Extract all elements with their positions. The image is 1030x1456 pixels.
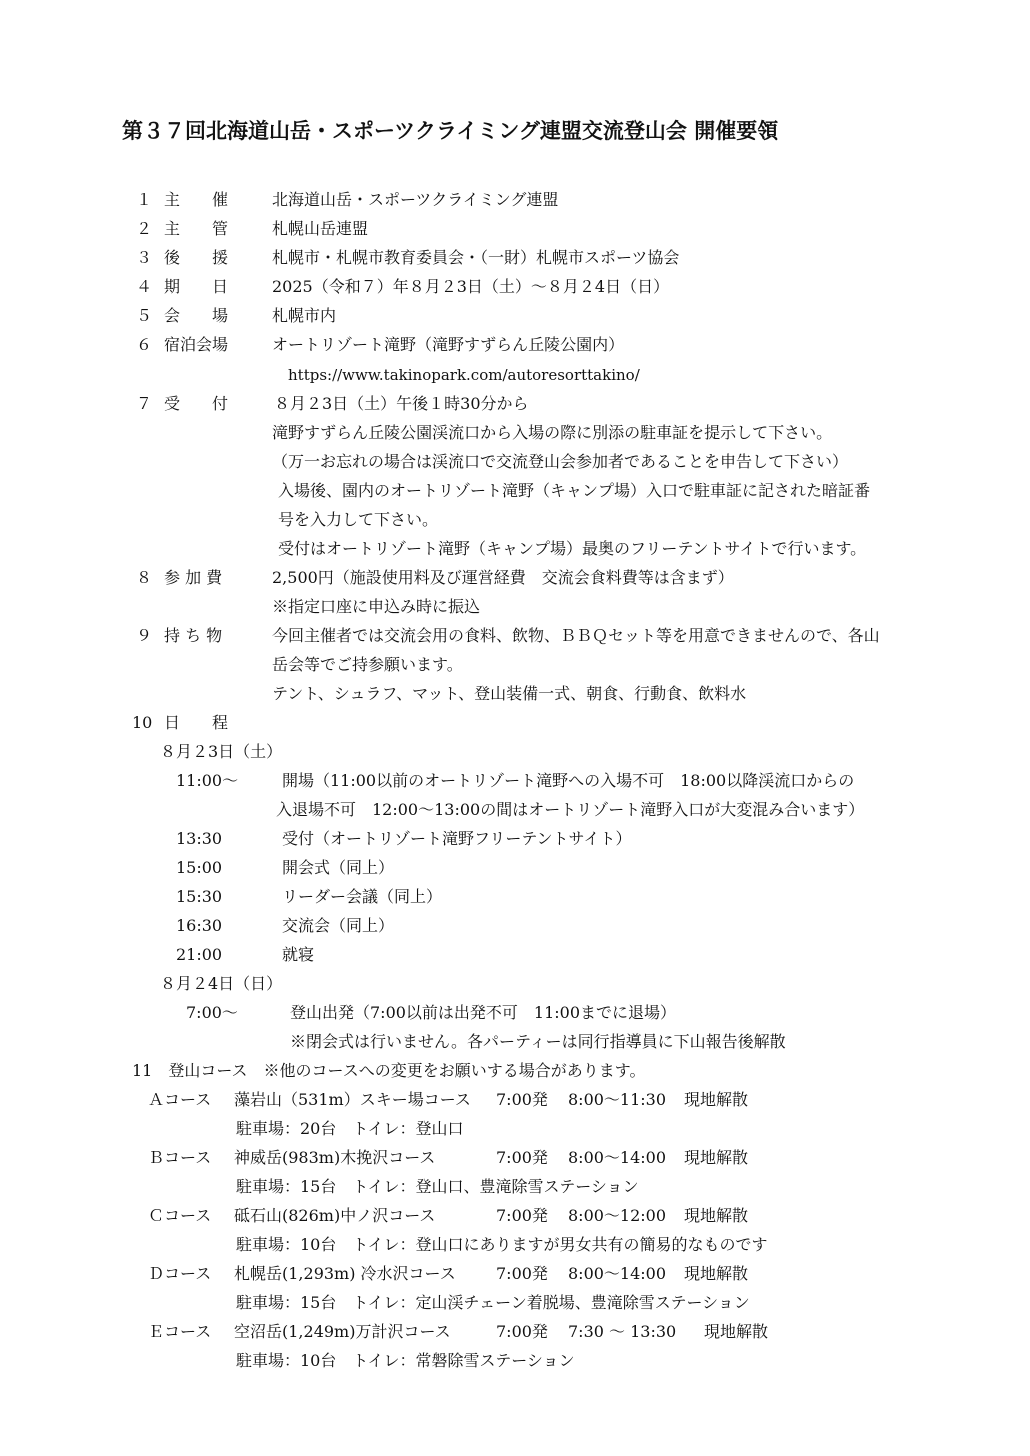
item-line: （万一お忘れの場合は渓流口で交流登山会参加者であることを申告して下さい） <box>272 452 849 471</box>
course-name: 砥石山(826m)中ノ沢コース <box>234 1206 436 1225</box>
course-note: 駐車場：20台 トイレ：登山口 <box>236 1119 464 1138</box>
schedule-time: 15:00 <box>176 858 223 877</box>
course-end: 現地解散 <box>684 1206 749 1225</box>
item-line: 岳会等でご持参願います。 <box>272 655 463 674</box>
course-end: 現地解散 <box>704 1322 769 1341</box>
course-depart: 7:00発 <box>496 1264 548 1283</box>
item-number: ３ <box>136 248 153 267</box>
course-time: 8:00～11:30 <box>568 1090 667 1109</box>
course-end: 現地解散 <box>684 1090 749 1109</box>
course-time: 7:30 ～ 13:30 <box>568 1322 677 1341</box>
course-label: Ｃコース <box>148 1206 212 1225</box>
item-number: １ <box>136 190 153 209</box>
courses-heading: 11 登山コース ※他のコースへの変更をお願いする場合があります。 <box>132 1061 646 1080</box>
item-text: 札幌山岳連盟 <box>272 219 369 238</box>
item-line: テント、シュラフ、マット、登山装備一式、朝食、行動食、飲料水 <box>272 684 747 703</box>
item-text: オートリゾート滝野（滝野すずらん丘陵公園内） <box>272 335 625 354</box>
schedule-time: 7:00～ <box>186 1003 238 1022</box>
course-label: Ｅコース <box>148 1322 212 1341</box>
schedule-event: 受付（オートリゾート滝野フリーテントサイト） <box>282 829 632 848</box>
course-time: 8:00～14:00 <box>568 1148 667 1167</box>
course-name: 空沼岳(1,249m)万計沢コース <box>234 1322 451 1341</box>
item-label: 参 加 費 <box>164 568 223 587</box>
schedule-event: 登山出発（7:00以前は出発不可 11:00までに退場） <box>290 1003 677 1022</box>
item-label: 宿泊会場 <box>164 335 229 354</box>
course-note: 駐車場：10台 トイレ：登山口にありますが男女共有の簡易的なものです <box>236 1235 768 1254</box>
course-time: 8:00～14:00 <box>568 1264 667 1283</box>
item-label: 後 援 <box>164 248 229 267</box>
course-name: 神威岳(983m)木挽沢コース <box>234 1148 436 1167</box>
item-label: 受 付 <box>164 394 229 413</box>
course-depart: 7:00発 <box>496 1090 548 1109</box>
schedule-time: 15:30 <box>176 887 223 906</box>
item-label: 期 日 <box>164 277 229 296</box>
schedule-time: 11:00～ <box>176 771 239 790</box>
document-title: 第３７回北海道山岳・スポーツクライミング連盟交流登山会 開催要領 <box>122 119 779 143</box>
schedule-event: 開会式（同上） <box>282 858 395 877</box>
item-text: 北海道山岳・スポーツクライミング連盟 <box>272 190 559 209</box>
item-number: ４ <box>136 277 153 296</box>
item-label: 日 程 <box>164 713 229 732</box>
item-line: 受付はオートリゾート滝野（キャンプ場）最奥のフリーテントサイトで行います。 <box>278 539 867 558</box>
course-label: Ａコース <box>148 1090 212 1109</box>
item-label: 持 ち 物 <box>164 626 223 645</box>
item-number: ６ <box>136 335 153 354</box>
item-line: 号を入力して下さい。 <box>278 510 439 529</box>
schedule-event: ※閉会式は行いません。各パーティーは同行指導員に下山報告後解散 <box>290 1032 786 1051</box>
course-depart: 7:00発 <box>496 1206 548 1225</box>
item-number: ５ <box>136 306 153 325</box>
item-line: 滝野すずらん丘陵公園渓流口から入場の際に別添の駐車証を提示して下さい。 <box>272 423 833 442</box>
venue-url[interactable]: https://www.takinopark.com/autoresorttakino/ <box>288 366 640 384</box>
item-text: 2025（令和７）年８月２3日（土）～８月２4日（日） <box>272 277 670 296</box>
schedule-time: 21:00 <box>176 945 223 964</box>
course-label: Ｂコース <box>148 1148 212 1167</box>
schedule-event: 開場（11:00以前のオートリゾート滝野への入場不可 18:00以降渓流口からの <box>282 771 855 790</box>
course-name: 札幌岳(1,293m) 冷水沢コース <box>234 1264 456 1283</box>
item-text: 札幌市内 <box>272 306 337 325</box>
item-label: 主 催 <box>164 190 229 209</box>
course-end: 現地解散 <box>684 1264 749 1283</box>
course-depart: 7:00発 <box>496 1322 548 1341</box>
item-text: 札幌市・札幌市教育委員会・（一財）札幌市スポーツ協会 <box>272 248 680 267</box>
course-label: Ｄコース <box>148 1264 212 1283</box>
course-depart: 7:00発 <box>496 1148 548 1167</box>
schedule-event: 入退場不可 12:00～13:00の間はオートリゾート滝野入口が大変混み合います） <box>276 800 865 819</box>
item-label: 主 管 <box>164 219 229 238</box>
schedule-event: リーダー会議（同上） <box>282 887 443 906</box>
schedule-event: 交流会（同上） <box>282 916 395 935</box>
schedule-date: ８月２4日（日） <box>160 974 283 993</box>
item-number: ８ <box>136 568 153 587</box>
schedule-time: 16:30 <box>176 916 223 935</box>
schedule-date: ８月２3日（土） <box>160 742 283 761</box>
item-number: 10 <box>132 713 153 732</box>
item-line: ８月２3日（土）午後１時30分から <box>274 394 529 413</box>
item-number: ２ <box>136 219 153 238</box>
schedule-event: 就寝 <box>282 945 315 964</box>
item-label: 会 場 <box>164 306 229 325</box>
item-line: 今回主催者では交流会用の食料、飲物、ＢＢＱセット等を用意できませんので、各山 <box>272 626 880 645</box>
item-line: 2,500円（施設使用料及び運営経費 交流会食料費等は含まず） <box>272 568 734 587</box>
course-note: 駐車場：15台 トイレ：登山口、豊滝除雪ステーション <box>236 1177 639 1196</box>
course-note: 駐車場：10台 トイレ：常磐除雪ステーション <box>236 1351 575 1370</box>
course-name: 藻岩山（531m）スキー場コース <box>234 1090 471 1109</box>
course-note: 駐車場：15台 トイレ：定山渓チェーン着脱場、豊滝除雪ステーション <box>236 1293 750 1312</box>
course-time: 8:00～12:00 <box>568 1206 667 1225</box>
item-number: ９ <box>136 626 153 645</box>
item-line: ※指定口座に申込み時に振込 <box>272 597 481 616</box>
item-line: 入場後、園内のオートリゾート滝野（キャンプ場）入口で駐車証に記された暗証番 <box>278 481 871 500</box>
item-number: ７ <box>136 394 153 413</box>
course-end: 現地解散 <box>684 1148 749 1167</box>
schedule-time: 13:30 <box>176 829 223 848</box>
